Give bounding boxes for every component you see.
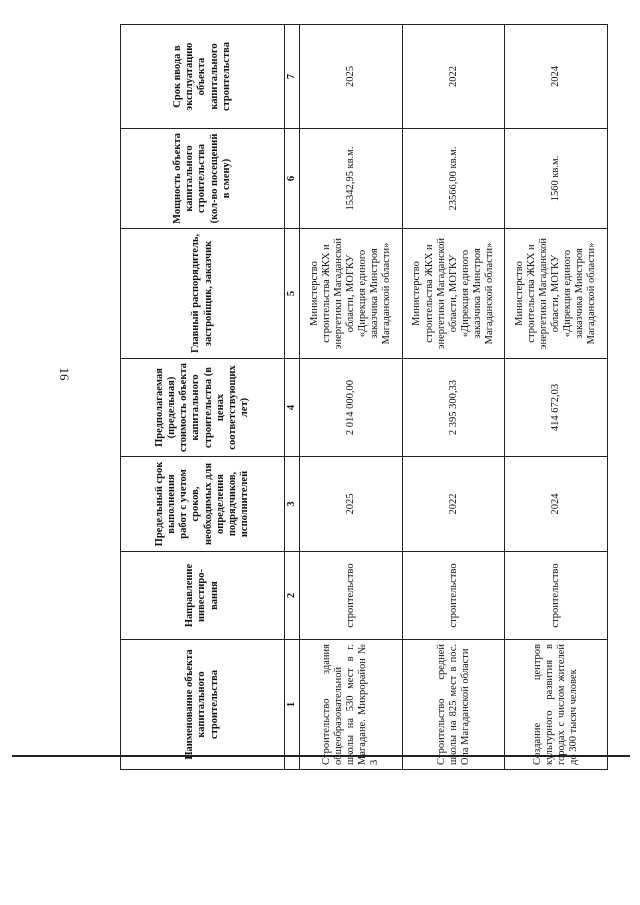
- column-number-row: [285, 25, 300, 770]
- capacity-cell: 1560 кв.м.: [505, 129, 608, 229]
- capital-construction-table: [120, 24, 608, 770]
- commissioning-cell: 2024: [505, 25, 608, 129]
- direction-cell: строительство: [505, 552, 608, 640]
- cost-cell: 414 672,03: [505, 359, 608, 457]
- header-direction: Направление инвестиро-вания: [121, 552, 285, 640]
- customer-cell: Министерство строительства ЖКХ и энергетики Магаданской области, МОГКУ «Дирекция единого заказчика Минстроя Магаданской области»: [300, 229, 403, 359]
- table-header-row: [121, 25, 285, 770]
- object-name-cell: Строительство здания общеобразовательной школы на 530 мест в г. Магадане. Микрорайон № 3: [300, 640, 403, 770]
- deadline-cell: 2025: [300, 457, 403, 552]
- page-number: 16: [57, 367, 72, 381]
- object-name-cell: Строительство средней школы на 825 мест в пос. Ола Магаданской области: [402, 640, 505, 770]
- capacity-cell: 15342,95 кв.м.: [300, 129, 403, 229]
- customer-cell: Министерство строительства ЖКХ и энергетики Магаданской области, МОГКУ «Дирекция единого заказчика Минстроя Магаданской области»: [505, 229, 608, 359]
- header-capacity: Мощность объекта капитального строительства (кол-во посещений в смену): [121, 129, 285, 229]
- commissioning-cell: 2025: [300, 25, 403, 129]
- header-customer: Главный распорядитель, застройщик, заказчик: [121, 229, 285, 359]
- capacity-cell: 23566,00 кв.м.: [402, 129, 505, 229]
- direction-cell: строительство: [402, 552, 505, 640]
- table-row: [505, 25, 608, 770]
- header-object-name: Наименование объекта капитального строительства: [121, 640, 285, 770]
- column-number: 3: [285, 457, 300, 552]
- column-number: 2: [285, 552, 300, 640]
- bottom-divider-line: [12, 755, 630, 757]
- commissioning-cell: 2022: [402, 25, 505, 129]
- column-number: 5: [285, 229, 300, 359]
- cost-cell: 2 014 000,00: [300, 359, 403, 457]
- customer-cell: Министерство строительства ЖКХ и энергетики Магаданской области, МОГКУ «Дирекция единого заказчика Минстроя Магаданской области»: [402, 229, 505, 359]
- cost-cell: 2 395 300,33: [402, 359, 505, 457]
- header-deadline: Предельный срок выполнения работ с учетом сроков, необходимых для определения подрядчиков, исполнителей: [121, 457, 285, 552]
- deadline-cell: 2022: [402, 457, 505, 552]
- direction-cell: строительство: [300, 552, 403, 640]
- column-number: 7: [285, 25, 300, 129]
- column-number: 6: [285, 129, 300, 229]
- table-row: [300, 25, 403, 770]
- header-commissioning: Срок ввода в эксплуатацию объекта капитального строительства: [121, 25, 285, 129]
- rotated-table-container: [120, 25, 608, 770]
- table-row: [402, 25, 505, 770]
- object-name-cell: Создание центров культурного развития в городах с числом жителей до 300 тысяч человек: [505, 640, 608, 770]
- column-number: 4: [285, 359, 300, 457]
- deadline-cell: 2024: [505, 457, 608, 552]
- header-cost: Предполагаемая (предельная) стоимость объекта капитального строительства (в ценах соответствующих лет): [121, 359, 285, 457]
- column-number: 1: [285, 640, 300, 770]
